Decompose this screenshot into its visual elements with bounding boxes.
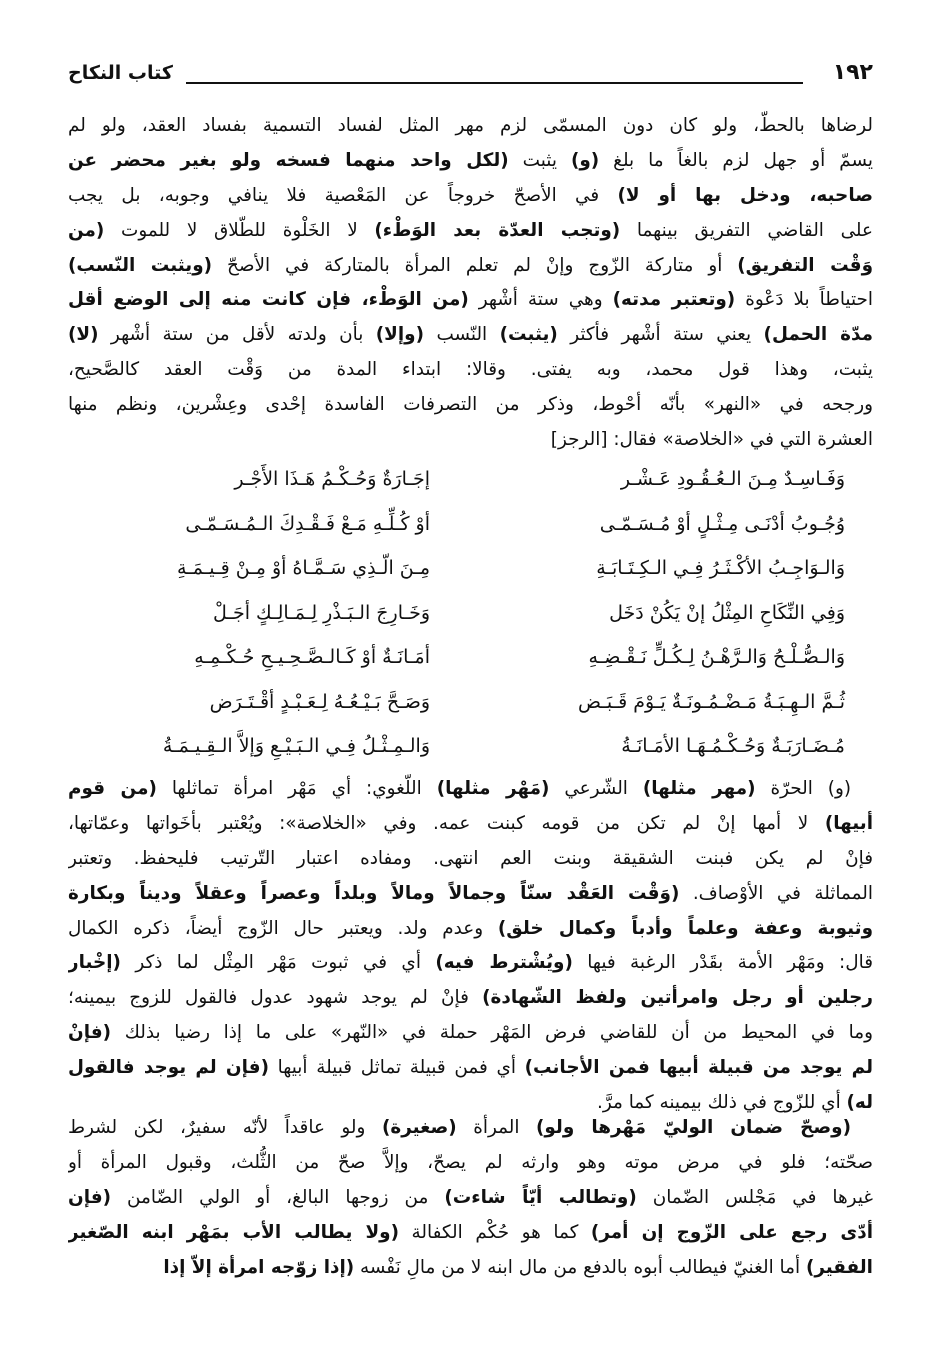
text-line — [68, 772, 873, 807]
verse-second-hemistich: أمَـانَـةٌ أوْ كَـالـصَّـحِـيـحِ حُـكْـمِـهِ — [194, 646, 430, 668]
matn-text: أبيها) — [824, 812, 873, 834]
poem-verse — [100, 646, 845, 691]
text-line — [68, 214, 873, 249]
matn-text: (إذا زوّجه امرأة إلاّ إذا — [163, 1256, 355, 1278]
sharh-text: لا أمها إنْ لم تكن من قومه كبنت عمه. وفي «الخلاصة»: ويُعْتبر بأخَواتها وعمّاتها، — [68, 812, 825, 834]
page-number: ١٩٢ — [832, 60, 873, 85]
text-line — [68, 1251, 873, 1286]
sharh-text: كما هو حُكْم الكفالة — [398, 1221, 591, 1243]
poem-verse — [100, 468, 845, 513]
sharh-text: أي للزّوج في ذلك بيمينه كما مرَّ. — [597, 1092, 847, 1114]
verse-first-hemistich: مُـضَـارَبَـةٌ وَحُـكْـمُـهَـا الأمَـانَـةُ — [621, 735, 845, 757]
sharh-text: أي في ثبوت مَهْر المِثْل لما ذكر — [120, 952, 436, 974]
text-line — [68, 807, 873, 842]
sharh-text: يثبت، وهذا قول محمد، وبه يفتى. وقالا: ابتداء المدة من وَقْت العقد كالصَّحيح، — [68, 359, 873, 381]
sharh-text: في الأصحّ خروجاً عن المَعْصية فلا ينافي وجوبه، بل يجب — [68, 184, 618, 206]
matn-text: (ويُشْترط فيه) — [435, 952, 573, 974]
sharh-text: فإنْ لم يوجد شهود عدول فالقول للزوج بيمينه؛ — [68, 987, 483, 1009]
matn-text: (وتجب العدّة بعد الوَطْء) — [374, 219, 621, 241]
sharh-text: على القاضي التفريق بينهما — [620, 219, 873, 241]
sharh-text: العشرة التي في «الخلاصة» فقال: [الرجز] — [550, 429, 873, 451]
verse-first-hemistich: ثُـمَّ الـهِـبَـةُ مَـضْـمُـونَـةٌ يَـوْمَ قَـبَـض — [578, 690, 845, 713]
verse-second-hemistich: أوْ كُـلِّـهِ مَـعْ فَـقْـدِكَ الـمُـسَـمّـى — [185, 512, 430, 535]
text-line — [68, 353, 873, 388]
matn-text: (مَهْر مثلها) — [436, 778, 550, 799]
page-header — [68, 60, 873, 92]
matn-text: مدّة الحمل) — [763, 324, 873, 346]
text-line — [68, 318, 873, 353]
verse-first-hemistich: وُجُـوبُ أدْنَـى مِـثْـلٍ أوْ مُـسَـمّـى — [599, 512, 845, 535]
sharh-text: أو متاركة الزّوج وإنْ لم تعلم المرأة بالمتاركة في الأصحّ — [212, 254, 738, 276]
matn-text: (وَقْت العَقْد سنّاً وجمالاً ومالاً وبلداً وعصراً وعقلاً وديناً وبكارة — [68, 882, 680, 904]
matn-text: الفقير) — [805, 1256, 873, 1278]
matn-text: (يثبت) — [499, 324, 558, 346]
text-line — [68, 1051, 873, 1086]
sharh-text: النّسب — [424, 324, 500, 346]
poem-verse — [100, 691, 845, 736]
text-line — [68, 877, 873, 912]
paragraph-intro — [68, 109, 873, 458]
verse-second-hemistich: مِـنَ الّـذِي سَـمَّـاهُ أوْ مِـنْ قِـيـمَـةِ — [176, 557, 430, 579]
sharh-text: صحّته؛ فلو في مرض موته وهو وارثه لم يصحّ، وإلاَّ صحّ من الثُّلث، وقبول المرأة أو — [68, 1151, 873, 1173]
sharh-text: اللّغوي: أي مَهْر امرأة تماثلها — [156, 778, 437, 799]
text-line — [68, 249, 873, 284]
sharh-text: يسمّ أو جهل لزم بالغاً ما بلغ — [599, 149, 873, 171]
running-title: كتاب النكاح — [68, 62, 173, 84]
matn-text: (من قوم — [68, 778, 157, 799]
matn-text: (فإن لم يوجد فالقول — [68, 1057, 269, 1079]
sharh-text: المرأة — [456, 1117, 536, 1138]
matn-text: لم يوجد من قبيلة أبيها فمن الأجانب) — [524, 1057, 873, 1079]
text-line — [68, 109, 873, 144]
poem-verse — [100, 602, 845, 647]
matn-text: (وتطالب أيّاً شاءت) — [444, 1186, 637, 1208]
text-line — [68, 842, 873, 877]
matn-text: (من — [68, 219, 105, 241]
matn-text: (وتعتبر مدته) — [612, 289, 736, 311]
sharh-text: وعدم ولد. ويعتبر حال الزّوج أيضاً، ذكره الكمال — [68, 917, 498, 939]
text-line — [68, 179, 873, 214]
matn-text: صاحبه، ودخل بها أو لا) — [617, 184, 873, 206]
matn-text: رجلين أو رجل وامرأتين ولفظ الشّهادة) — [482, 987, 873, 1009]
sharh-text: (و) الحرّة — [755, 778, 851, 799]
matn-text: (فإن — [68, 1186, 112, 1208]
sharh-text: بأن ولدته لأقل من ستة أشْهر — [98, 324, 376, 346]
matn-text: (ويثبت النّسب) — [68, 254, 213, 276]
text-line — [68, 1146, 873, 1181]
matn-text: (لكل واحد منهما فسخه ولو بغير محضر عن — [68, 149, 509, 171]
poem-verse — [100, 513, 845, 558]
matn-text: (لا) — [68, 324, 99, 346]
sharh-text: وهي ستة أشْهر — [468, 289, 613, 311]
text-line — [68, 1111, 873, 1146]
matn-text: (صغيرة) — [381, 1117, 457, 1138]
text-line — [68, 912, 873, 947]
paragraph-mahr-mithl — [68, 772, 873, 1121]
sharh-text: ورجحه في «النهر» بأنّه أحْوط، وذكر من التصرفات الفاسدة إحْدى وعِشْرين، ونظم منها — [68, 394, 873, 416]
sharh-text: يعني ستة أشْهر فأكثر — [557, 324, 764, 346]
paragraph-daman-waliy — [68, 1111, 873, 1285]
matn-text: (وإلا) — [375, 324, 425, 346]
sharh-text: الشّرعي — [549, 778, 643, 799]
matn-text: أدّى رجع على الزّوج إن أمر) — [590, 1221, 873, 1243]
matn-text: وَقْت التفريق) — [737, 254, 873, 276]
text-line — [68, 283, 873, 318]
text-line — [68, 144, 873, 179]
matn-text: وثيوبة وعفة وعلماً وأدباً وكمال خلق) — [497, 917, 873, 939]
text-line — [68, 423, 873, 458]
sharh-text: من زوجها البالغ، أو الولي الضّامن — [111, 1186, 445, 1208]
verse-first-hemistich: وَفِي النِّكَاحِ المِثْلُ إنْ يَكُنْ دَخَل — [609, 601, 845, 624]
text-line — [68, 388, 873, 423]
matn-text: (إخْبار — [68, 952, 121, 974]
text-line — [68, 981, 873, 1016]
sharh-text: المماثلة في الأوْصاف. — [679, 882, 873, 904]
poem-rajaz — [100, 468, 845, 780]
sharh-text: فإنْ لم يكن فبنت الشقيقة وبنت العم انتهى. ومفاده اعتبار التّرتيب فليحفظ. وتعتبر — [68, 847, 873, 869]
matn-text: (مهر مثلها) — [642, 778, 756, 799]
sharh-text: لا الخَلْوة للطّلاق لا للموت — [104, 219, 375, 241]
sharh-text: أي فمن قبيلة تماثل قبيلة أبيها — [268, 1057, 525, 1079]
sharh-text: قال: ومَهْر الأمة بقَدْر الرغبة فيها — [572, 952, 873, 974]
sharh-text: يثبت — [508, 149, 571, 171]
matn-text: (فإنْ — [68, 1022, 112, 1044]
text-line — [68, 1181, 873, 1216]
sharh-text: أما الغنيّ فيطالب أبوه بالدفع من مال ابنه لا من مالِ نَفْسه — [354, 1256, 806, 1278]
sharh-text: لرضاها بالحطّ، ولو كان دون المسمّى لزم مهر المثل لفساد التسمية بفساد العقد، ولو لم — [68, 115, 873, 136]
verse-second-hemistich: إجَـارَةٌ وَحُـكْـمُ هَـذَا الأَجْـر — [234, 468, 430, 490]
sharh-text: احتياطاً بلا دَعْوة — [735, 289, 873, 311]
text-line — [68, 1216, 873, 1251]
verse-first-hemistich: وَفَـاسِـدٌ مِـنَ الـعُـقُـودِ عَـشْـر — [620, 468, 845, 490]
sharh-text: ولو عاقداً لأنّه سفيرٌ، لكن لشرط — [68, 1117, 382, 1138]
verse-second-hemistich: وَخَـارِجَ الـبَـذْرِ لِـمَـالِـكٍ أجَـلْ — [213, 601, 430, 624]
verse-second-hemistich: وَصَـحَّ بَـيْـعُـهُ لِـعَـبْـدٍ أقْـتَـرَض — [209, 690, 430, 713]
matn-text: له) — [846, 1092, 873, 1114]
poem-verse — [100, 557, 845, 602]
matn-text: (ولا يطالب الأب بمَهْر ابنه الصّغير — [68, 1221, 399, 1243]
header-rule — [186, 82, 803, 84]
sharh-text: وما في المحيط من أن للقاضي فرض المَهْر حملة في «النّهر» على ما إذا رضيا بذلك — [111, 1022, 873, 1044]
matn-text: (و) — [570, 149, 600, 171]
matn-text: (وصحّ ضمان الوليّ مَهْرها ولو) — [535, 1117, 851, 1138]
verse-first-hemistich: وَالـوَاجِـبُ الأكْـثَـرُ فِـي الـكِـتَـابَـةِ — [596, 557, 845, 579]
matn-text: (من الوَطْء، فإن كانت منه إلى الوضع أقل — [68, 289, 469, 311]
verse-second-hemistich: وَالـمِـثْـلُ فِـي الـبَـيْـعِ وَإلاَّ الـقِـيـمَـةُ — [162, 735, 430, 757]
sharh-text: غيرها في مَجْلس الضّمان — [636, 1186, 873, 1208]
text-line — [68, 946, 873, 981]
verse-first-hemistich: وَالـصُّـلْـحُ وَالـرَّهْـنُ لِـكُـلٍّ نَـقْـضِـهِ — [588, 646, 845, 668]
text-line — [68, 1016, 873, 1051]
